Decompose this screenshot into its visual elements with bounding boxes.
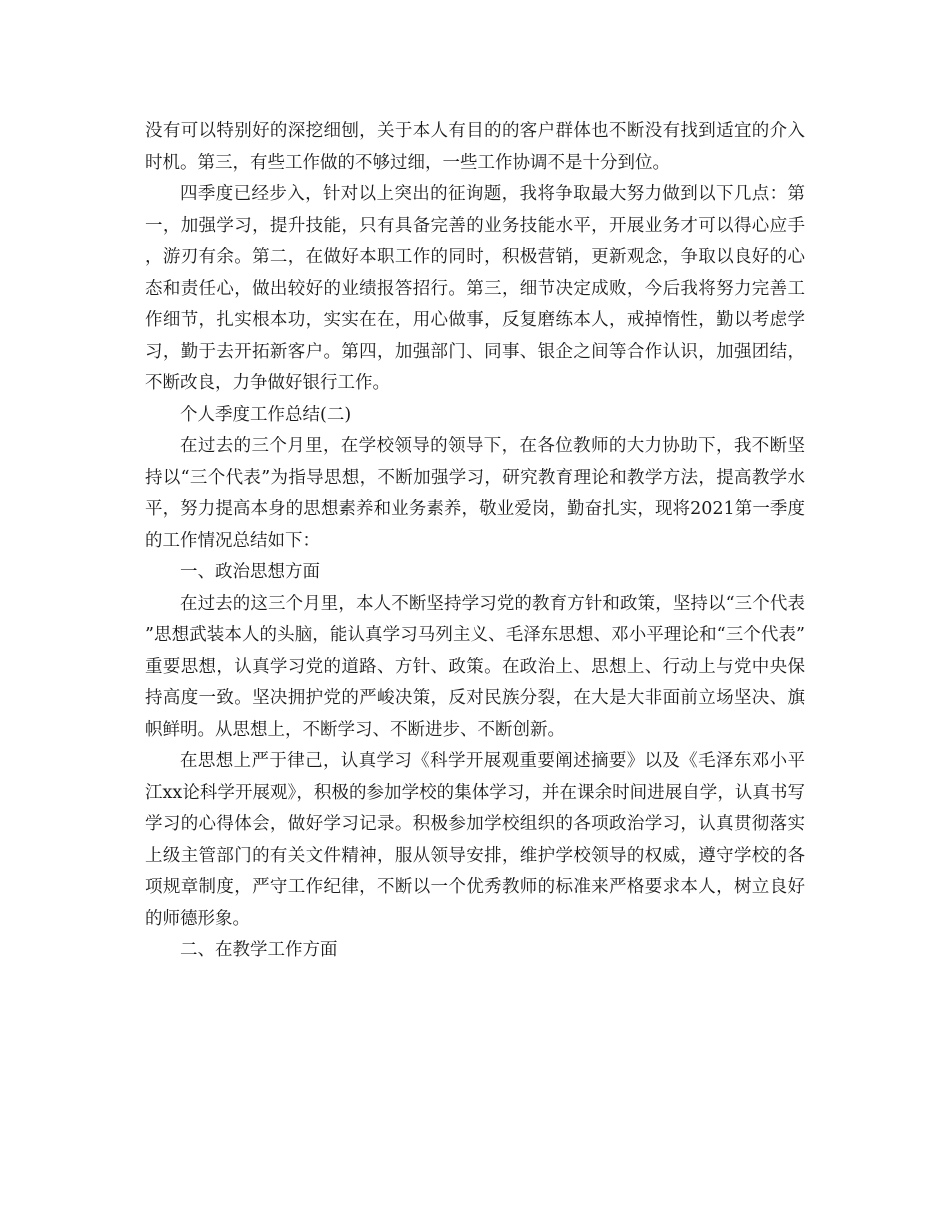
paragraph-political-study: 在过去的这三个月里，本人不断坚持学习党的教育方针和政策，坚持以“三个代表”思想武装本人的头脑，能认真学习马列主义、毛泽东思想、邓小平理论和“三个代表”重要思想，认真学习党的道路、方针、政策。在政治上、思想上、行动上与党中央保持高度一致。坚决拥护党的严峻决策，反对民族分裂，在大是大非面前立场坚决、旗帜鲜明。从思想上，不断学习、不断进步、不断创新。 — [145, 593, 805, 740]
paragraph-intro: 在过去的三个月里，在学校领导的领导下，在各位教师的大力协助下，我不断坚持以“三个代表”为指导思想，不断加强学习，研究教育理论和教学方法，提高教学水平，努力提高本身的思想素养和业务素养，敬业爱岗，勤奋扎实，现将2021第一季度的工作情况总结如下： — [145, 436, 805, 551]
paragraph-self-discipline: 在思想上严于律己，认真学习《科学开展观重要阐述摘要》以及《毛泽东邓小平江xx论科学开展观》，积极的参加学校的集体学习，并在课余时间进展自学，认真书写学习的心得体会，做好学习记录。积极参加学校组织的各项政治学习，认真贯彻落实上级主管部门的有关文件精神，服从领导安排，维护学校领导的权威，遵守学校的各项规章制度，严守工作纪律，不断以一个优秀教师的标准来严格要求本人，树立良好的师德形象。 — [145, 751, 805, 929]
paragraph-continuation: 没有可以特别好的深挖细刨，关于本人有目的的客户群体也不断没有找到适宜的介入时机。第三，有些工作做的不够过细，一些工作协调不是十分到位。 — [145, 121, 805, 173]
paragraph-q4-plan: 四季度已经步入，针对以上突出的征询题，我将争取最大努力做到以下几点：第一，加强学习，提升技能，只有具备完善的业务技能水平，开展业务才可以得心应手，游刃有余。第二，在做好本职工作的同时，积极营销，更新观念，争取以良好的心态和责任心，做出较好的业绩报答招行。第三，细节决定成败，今后我将努力完善工作细节，扎实根本功，实实在在，用心做事，反复磨练本人，戒掉惰性，勤以考虑学习，勤于去开拓新客户。第四，加强部门、同事、银企之间等合作认识，加强团结，不断改良，力争做好银行工作。 — [145, 184, 805, 393]
heading-teaching-work: 二、在教学工作方面 — [180, 940, 338, 960]
heading-political-thought: 一、政治思想方面 — [180, 562, 320, 582]
section-title-summary-two: 个人季度工作总结(二) — [180, 404, 352, 425]
document-body — [145, 116, 805, 967]
